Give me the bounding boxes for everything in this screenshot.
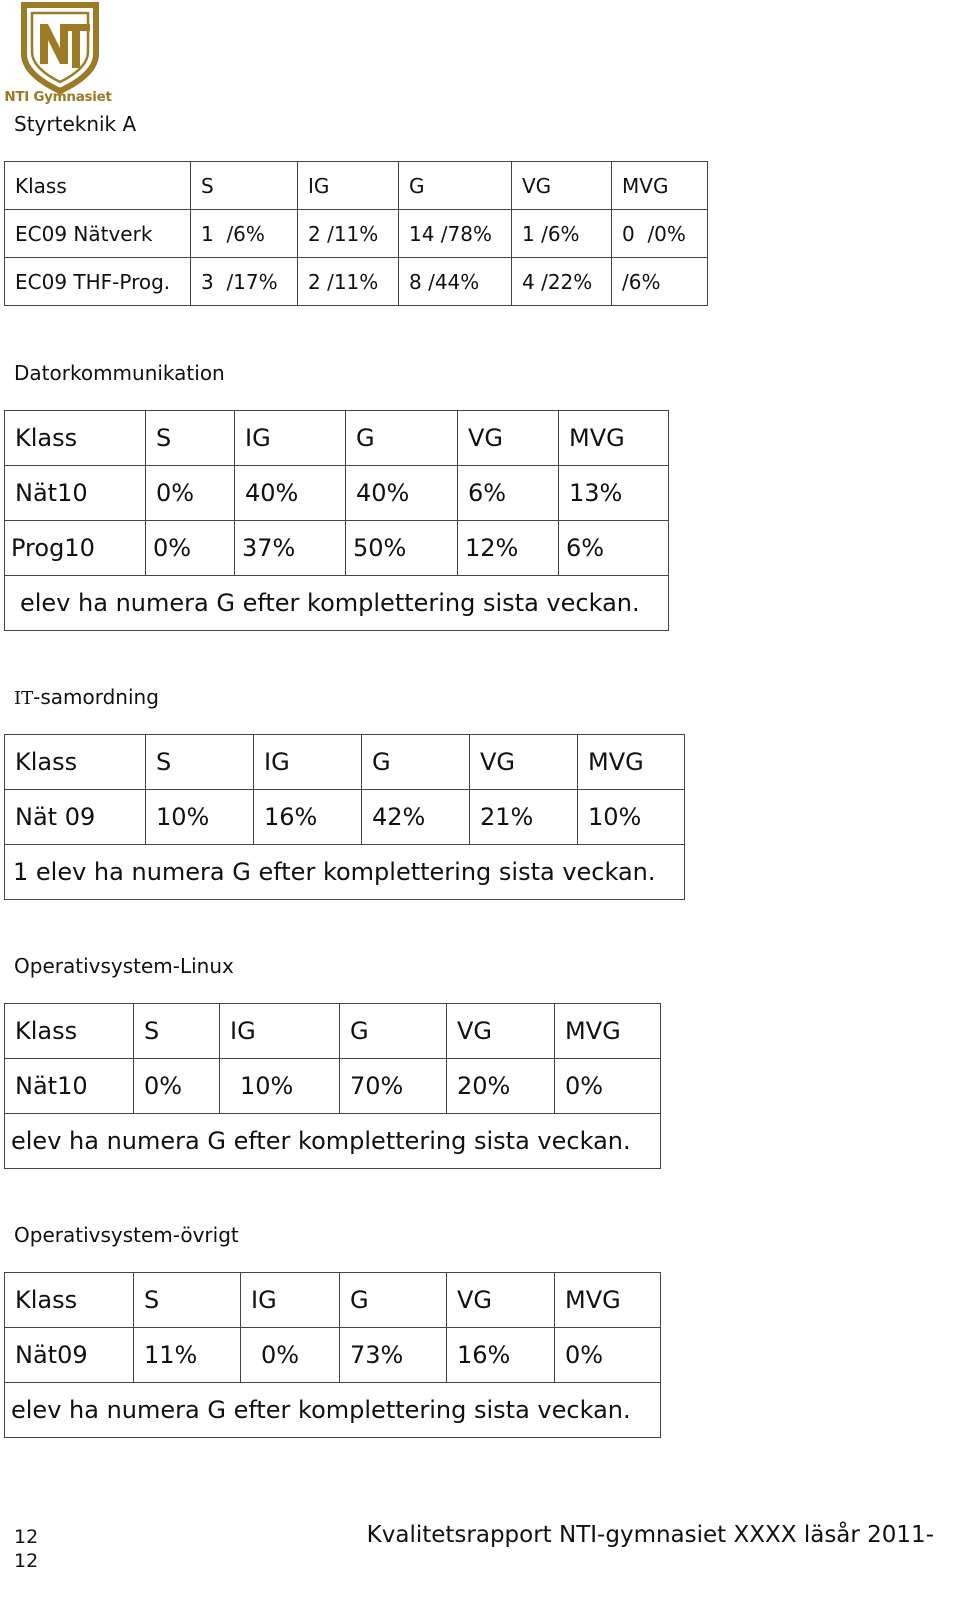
header-cell: G [399,162,512,210]
table-cell: 0% [146,466,235,521]
logo-text: NTI Gymnasiet [4,89,112,105]
header-cell: IG [235,411,346,466]
header-cell: S [134,1004,220,1059]
table-cell: 70% [340,1059,447,1114]
table-cell: 1 /6% [512,210,612,258]
table-cell: 73% [340,1328,447,1383]
os-ovrigt-table [4,1272,661,1438]
table-cell: 13% [559,466,669,521]
table-cell: 37% [235,521,346,576]
table-row [5,1328,661,1383]
table-cell: 10% [146,790,254,845]
table-cell: EC09 THF-Prog. [5,258,191,306]
header-cell: VG [470,735,578,790]
title-prefix: IT [14,688,34,709]
note-row [5,1114,661,1169]
table-header-row [5,411,669,466]
table-cell: 20% [447,1059,555,1114]
table-cell: 21% [470,790,578,845]
table-cell: 2 /11% [298,258,399,306]
table-cell: 11% [134,1328,241,1383]
note-cell: 1 elev ha numera G efter komplettering sista veckan. [5,845,685,900]
header-cell: Klass [5,1273,134,1328]
table-cell: 50% [346,521,458,576]
table-cell: 0% [555,1328,661,1383]
header-cell: MVG [559,411,669,466]
note-row [5,576,669,631]
table-header-row [5,1004,661,1059]
header-cell: G [362,735,470,790]
header-cell: Klass [5,411,146,466]
table-cell: Nät10 [5,1059,134,1114]
table-row [5,466,669,521]
shield-icon [10,2,110,94]
header-cell: S [134,1273,241,1328]
table-row [5,521,669,576]
header-cell: IG [241,1273,340,1328]
table-cell: 16% [254,790,362,845]
header-cell: VG [458,411,559,466]
table-cell: 0% [241,1328,340,1383]
table-cell: 10% [578,790,685,845]
section-title-os-ovrigt: Operativsystem-övrigt [14,1223,239,1247]
table-cell: 10% [220,1059,340,1114]
table-cell: 0% [134,1059,220,1114]
header-cell: IG [220,1004,340,1059]
header-cell: G [340,1273,447,1328]
header-cell: IG [254,735,362,790]
header-cell: VG [447,1004,555,1059]
table-cell: 14 /78% [399,210,512,258]
header-cell: G [346,411,458,466]
table-cell: 3 /17% [191,258,298,306]
it-samordning-table [4,734,685,900]
note-cell: elev ha numera G efter komplettering sista veckan. [5,1383,661,1438]
header-cell: S [146,735,254,790]
table-row [5,1059,661,1114]
os-linux-table [4,1003,661,1169]
table-cell: 4 /22% [512,258,612,306]
note-row [5,1383,661,1438]
header-cell: MVG [612,162,708,210]
table-header-row [5,735,685,790]
section-title-it-samordning [14,685,159,709]
table-cell: 0 /0% [612,210,708,258]
table-header-row [5,162,708,210]
table-cell: Nät 09 [5,790,146,845]
table-row [5,258,708,306]
table-cell: EC09 Nätverk [5,210,191,258]
page-number-line2: 12 [14,1550,39,1572]
table-cell: 0% [555,1059,661,1114]
table-cell: 2 /11% [298,210,399,258]
section-title-os-linux: Operativsystem-Linux [14,954,234,978]
table-row [5,210,708,258]
table-cell: 6% [458,466,559,521]
footer-report-title: Kvalitetsrapport NTI-gymnasiet XXXX läsår 2011- [366,1522,934,1548]
header-cell: Klass [5,1004,134,1059]
table-cell: 42% [362,790,470,845]
table-cell: 40% [346,466,458,521]
table-cell: /6% [612,258,708,306]
note-cell: elev ha numera G efter komplettering sista veckan. [5,576,669,631]
note-cell: elev ha numera G efter komplettering sista veckan. [5,1114,661,1169]
styrteknik-table [4,161,708,306]
page-title: Styrteknik A [14,112,137,136]
header-cell: Klass [5,735,146,790]
table-cell: 12% [458,521,559,576]
datorkommunikation-table [4,410,669,631]
page-number-line1: 12 [14,1526,39,1548]
header-cell: S [191,162,298,210]
table-cell: Prog10 [5,521,146,576]
note-row [5,845,685,900]
table-cell: Nät10 [5,466,146,521]
table-row [5,790,685,845]
header-cell: MVG [555,1004,661,1059]
table-header-row [5,1273,661,1328]
header-cell: G [340,1004,447,1059]
table-cell: 40% [235,466,346,521]
table-cell: 1 /6% [191,210,298,258]
table-cell: 16% [447,1328,555,1383]
header-cell: VG [512,162,612,210]
header-cell: MVG [578,735,685,790]
header-cell: S [146,411,235,466]
table-cell: 6% [559,521,669,576]
header-cell: Klass [5,162,191,210]
table-cell: 0% [146,521,235,576]
table-cell: 8 /44% [399,258,512,306]
table-cell: Nät09 [5,1328,134,1383]
header-cell: IG [298,162,399,210]
header-cell: VG [447,1273,555,1328]
section-title-datorkommunikation: Datorkommunikation [14,361,225,385]
page-number [14,1525,38,1573]
header-cell: MVG [555,1273,661,1328]
title-rest: -samordning [33,685,159,709]
